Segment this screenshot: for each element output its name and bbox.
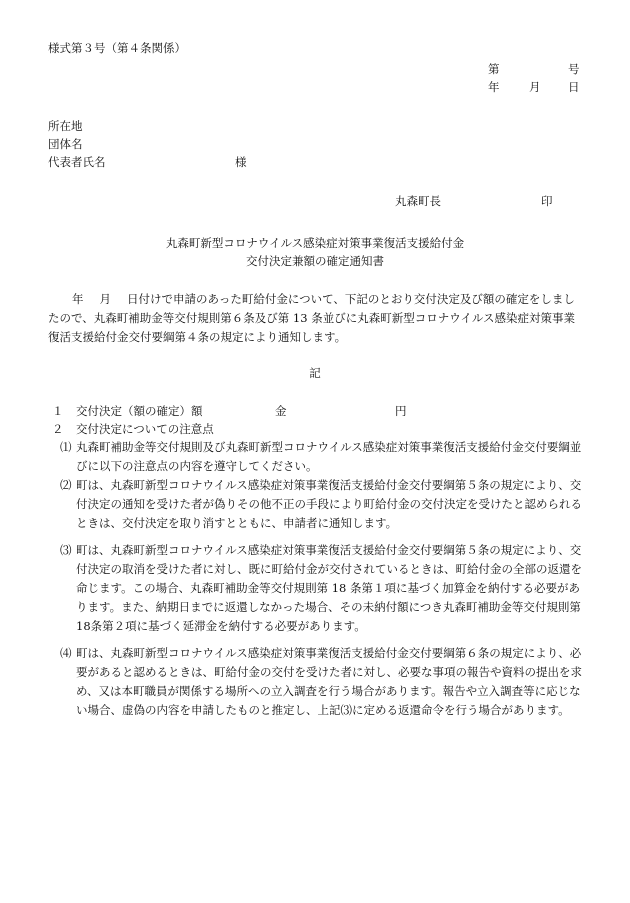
- document-title-line1: 丸森町新型コロナウイルス感染症対策事業復活支援給付金: [165, 236, 465, 250]
- note1-text: 丸森町補助金等交付規則及び丸森町新型コロナウイルス感染症対策事業復活支援給付金交付要綱並びに以下の注意点の内容を遵守してください。: [76, 440, 582, 473]
- date-month: 月: [529, 80, 541, 94]
- intro-paragraph: [48, 290, 582, 347]
- number-suffix: 号: [568, 62, 580, 76]
- sender-name: 丸森町長: [395, 194, 441, 208]
- seal-mark: 印: [541, 194, 553, 208]
- date-year: 年: [488, 80, 500, 94]
- note2-text: 町は、丸森町新型コロナウイルス感染症対策事業復活支援給付金交付要綱第５条の規定により、交付決定の通知を受けた者が偽りその他不正の手段により町給付金の交付決定を受けたと認められるときは、交付決定を取り消すとともに、申請者に通知します。: [76, 478, 582, 530]
- number-prefix: 第: [488, 62, 500, 76]
- date-day: 日: [568, 80, 580, 94]
- note4-text: 町は、丸森町新型コロナウイルス感染症対策事業復活支援給付金交付要綱第６条の規定により、必要があると認めるときは、町給付金の交付を受けた者に対し、必要な事項の報告や資料の提出を求め、又は本町職員が関係する場所への立入調査を行う場合があります。報告や立入調査等に応じない場合、虚偽の内容を申請したものと推定し、上記⑶に定める返還命令を行う場合があります。: [76, 646, 582, 717]
- form-label: 様式第３号（第４条関係）: [48, 41, 186, 55]
- note4-number: ⑷: [60, 646, 72, 660]
- intro-year: 年: [72, 292, 84, 306]
- item1-yen: 円: [395, 404, 407, 418]
- note3-text: 町は、丸森町新型コロナウイルス感染症対策事業復活支援給付金交付要綱第５条の規定により、交付決定の取消を受けた者に対し、既に町給付金が交付されているときは、町給付金の全部の返還を命じます。この場合、丸森町補助金等交付規則第 18 条第１項に基づく加算金を納付する必要があります。また、納期日までに返還しなかった場合、その未納付額につき丸森町補助金等交付規則第18条第２項に基づく延滞金を納付する必要があります。: [76, 543, 582, 633]
- item1-label: 交付決定（額の確定）額: [76, 404, 203, 418]
- item2-label: 交付決定についての注意点: [76, 422, 214, 436]
- intro-text: 日付けで申請のあった町給付金について、下記のとおり交付決定及び額の確定をしましたので、丸森町補助金等交付規則第６条及び第 13 条並びに丸森町新型コロナウイルス感染症対策事業復活支援給付金交付要綱第４条の規定により通知します。: [48, 292, 576, 344]
- item2-number: ２: [52, 422, 64, 436]
- item1-kin: 金: [275, 404, 287, 418]
- note2-number: ⑵: [60, 478, 72, 492]
- document-title-line2: 交付決定兼額の確定通知書: [246, 254, 384, 268]
- item1-number: １: [52, 404, 64, 418]
- ki-heading: 記: [309, 366, 321, 380]
- representative-label: 代表者氏名: [48, 155, 106, 169]
- note1-number: ⑴: [60, 440, 72, 454]
- honorific: 様: [235, 155, 247, 169]
- address-label: 所在地: [48, 119, 83, 133]
- group-label: 団体名: [48, 137, 83, 151]
- note3-number: ⑶: [60, 543, 72, 557]
- intro-month: 月: [99, 292, 111, 306]
